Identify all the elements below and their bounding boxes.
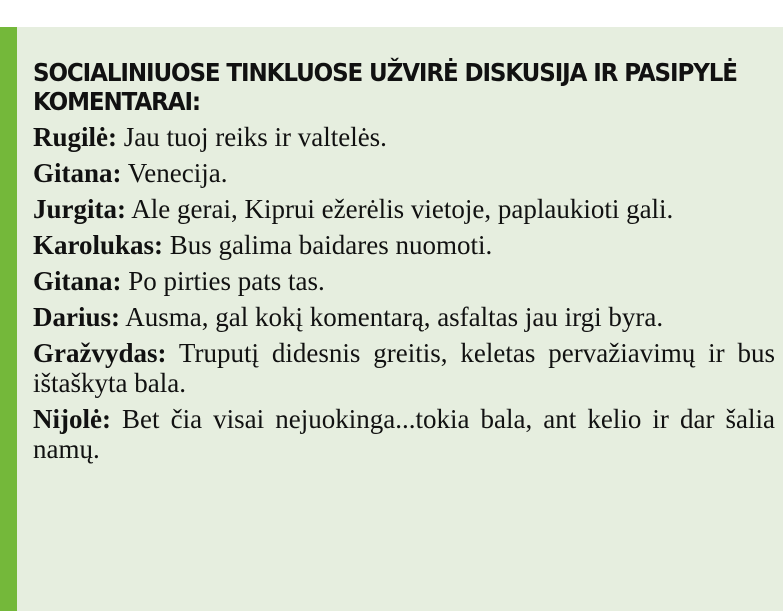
comment-item xyxy=(33,230,775,260)
comment-item xyxy=(33,122,775,152)
comment-text: Venecija. xyxy=(127,158,228,188)
comment-author: Gitana: xyxy=(33,266,122,296)
comment-author: Rugilė: xyxy=(33,122,117,152)
comment-text: Truputį didesnis greitis, keletas pervažiavimų ir bus ištaškyta bala. xyxy=(33,338,775,398)
comment-author: Gitana: xyxy=(33,158,122,188)
panel-content xyxy=(33,58,775,470)
comment-item xyxy=(33,338,775,398)
comment-item xyxy=(33,266,775,296)
comment-text: Jau tuoj reiks ir valtelės. xyxy=(123,122,387,152)
comment-item xyxy=(33,404,775,464)
comment-text: Ausma, gal kokį komentarą, asfaltas jau irgi byra. xyxy=(125,302,664,332)
comment-text: Ale gerai, Kiprui ežerėlis vietoje, paplaukioti gali. xyxy=(131,194,674,224)
comment-author: Nijolė: xyxy=(33,404,111,434)
comment-text: Po pirties pats tas. xyxy=(128,266,325,296)
comments-panel xyxy=(0,27,783,611)
accent-bar xyxy=(0,27,17,611)
comment-author: Karolukas: xyxy=(33,230,164,260)
comment-item xyxy=(33,194,775,224)
comment-author: Gražvydas: xyxy=(33,338,167,368)
comment-list xyxy=(33,122,775,464)
comment-author: Darius: xyxy=(33,302,120,332)
comment-text: Bus galima baidares nuomoti. xyxy=(169,230,493,260)
comment-item xyxy=(33,302,775,332)
comment-item xyxy=(33,158,775,188)
comment-text: Bet čia visai nejuokinga...tokia bala, ant kelio ir dar šalia namų. xyxy=(33,404,775,464)
comment-author: Jurgita: xyxy=(33,194,126,224)
panel-heading: SOCIALINIUOSE TINKLUOSE UŽVIRĖ DISKUSIJA IR PASIPYLĖ KOMENTARAI: xyxy=(33,58,737,116)
